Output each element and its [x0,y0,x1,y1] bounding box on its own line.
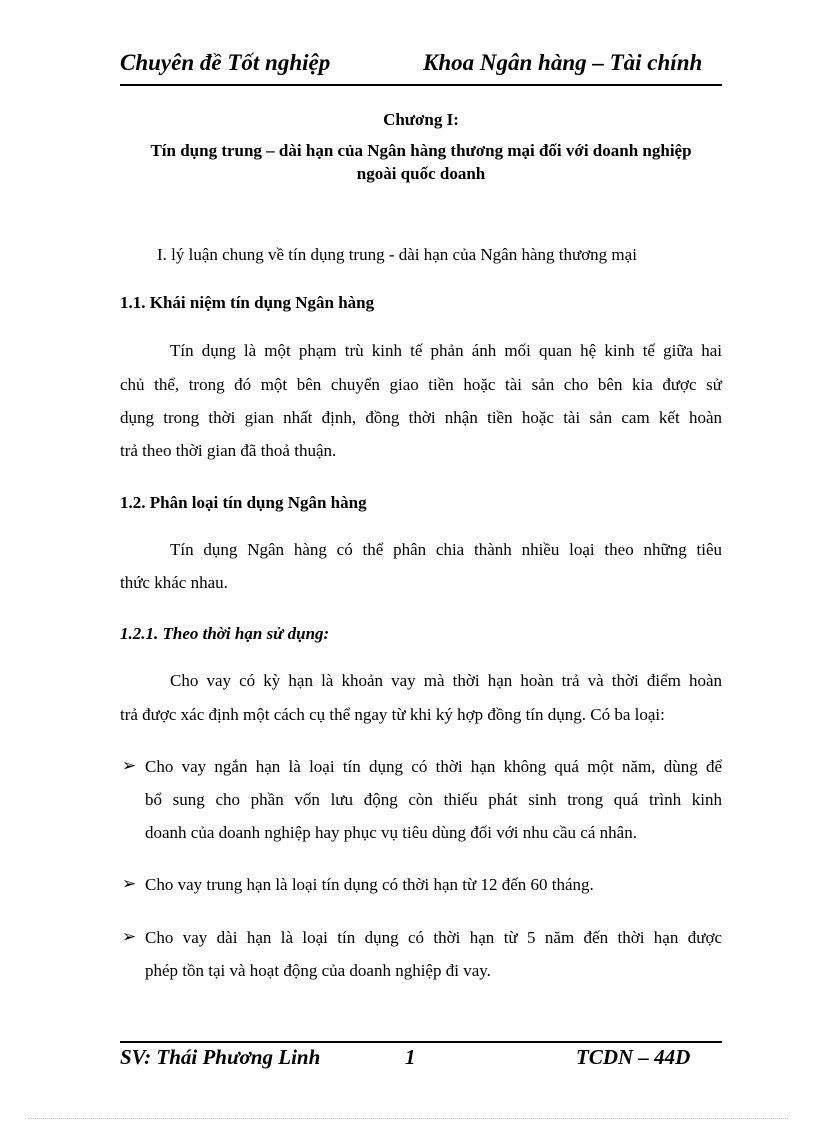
paragraph-line: dụng trong thời gian nhất định, đồng thời nhận tiền hoặc tài sản cam kết hoàn [120,408,722,427]
header-rule [120,84,722,86]
footer-class: TCDN – 44D [576,1045,691,1069]
header-right: Khoa Ngân hàng – Tài chính [423,50,703,75]
chapter-title-line1: Tín dụng trung – dài hạn của Ngân hàng thương mại đối với doanh nghiệp [150,141,692,160]
bullet-line: phép tồn tại và hoạt động của doanh nghiệp đi vay. [145,961,491,980]
paragraph-line: trả được xác định một cách cụ thể ngay từ khi ký hợp đồng tín dụng. Có ba loại: [120,705,665,724]
bullet-arrow-icon: ➢ [122,927,137,946]
chapter-number: Chương I: [383,110,459,129]
bullet-arrow-icon: ➢ [122,756,137,775]
bullet-line: Cho vay dài hạn là loại tín dụng có thời hạn từ 5 năm đến thời hạn được [145,928,722,947]
paragraph-line: chủ thể, trong đó một bên chuyển giao tiền hoặc tài sản cho bên kia được sử [120,375,722,394]
heading-1-2-1: 1.2.1. Theo thời hạn sử dụng: [120,624,330,643]
paragraph-line: Tín dụng Ngân hàng có thể phân chia thành nhiều loại theo những tiêu [170,540,722,559]
footer-student: SV: Thái Phương Linh [120,1045,321,1069]
footer-page-number: 1 [405,1045,416,1069]
paragraph-line: Tín dụng là một phạm trù kinh tế phản ánh mối quan hệ kinh tế giữa hai [170,341,722,360]
bullet-line: doanh của doanh nghiệp hay phục vụ tiêu dùng đối với nhu cầu cá nhân. [145,823,637,842]
page-edge-divider [28,1118,788,1119]
page-header [120,50,720,84]
bullet-arrow-icon: ➢ [122,874,137,893]
section-heading: I. lý luận chung về tín dụng trung - dài hạn của Ngân hàng thương mại [157,245,637,264]
bullet-line: Cho vay ngắn hạn là loại tín dụng có thời hạn không quá một năm, dùng để [145,757,722,776]
bullet-line: bổ sung cho phần vốn lưu động còn thiếu phát sinh trong quá trình kinh [145,790,722,809]
heading-1-2: 1.2. Phân loại tín dụng Ngân hàng [120,493,367,512]
header-left: Chuyên đề Tốt nghiệp [120,50,331,75]
paragraph-line: thức khác nhau. [120,573,228,592]
bullet-line: Cho vay trung hạn là loại tín dụng có thời hạn từ 12 đến 60 tháng. [145,875,594,894]
chapter-title-line2: ngoài quốc doanh [356,164,486,183]
footer-rule [120,1041,722,1043]
paragraph-line: trả theo thời gian đã thoả thuận. [120,441,337,460]
paragraph-line: Cho vay có kỳ hạn là khoản vay mà thời hạn hoàn trả và thời điểm hoàn [170,671,722,690]
heading-1-1: 1.1. Khái niệm tín dụng Ngân hàng [120,293,375,312]
